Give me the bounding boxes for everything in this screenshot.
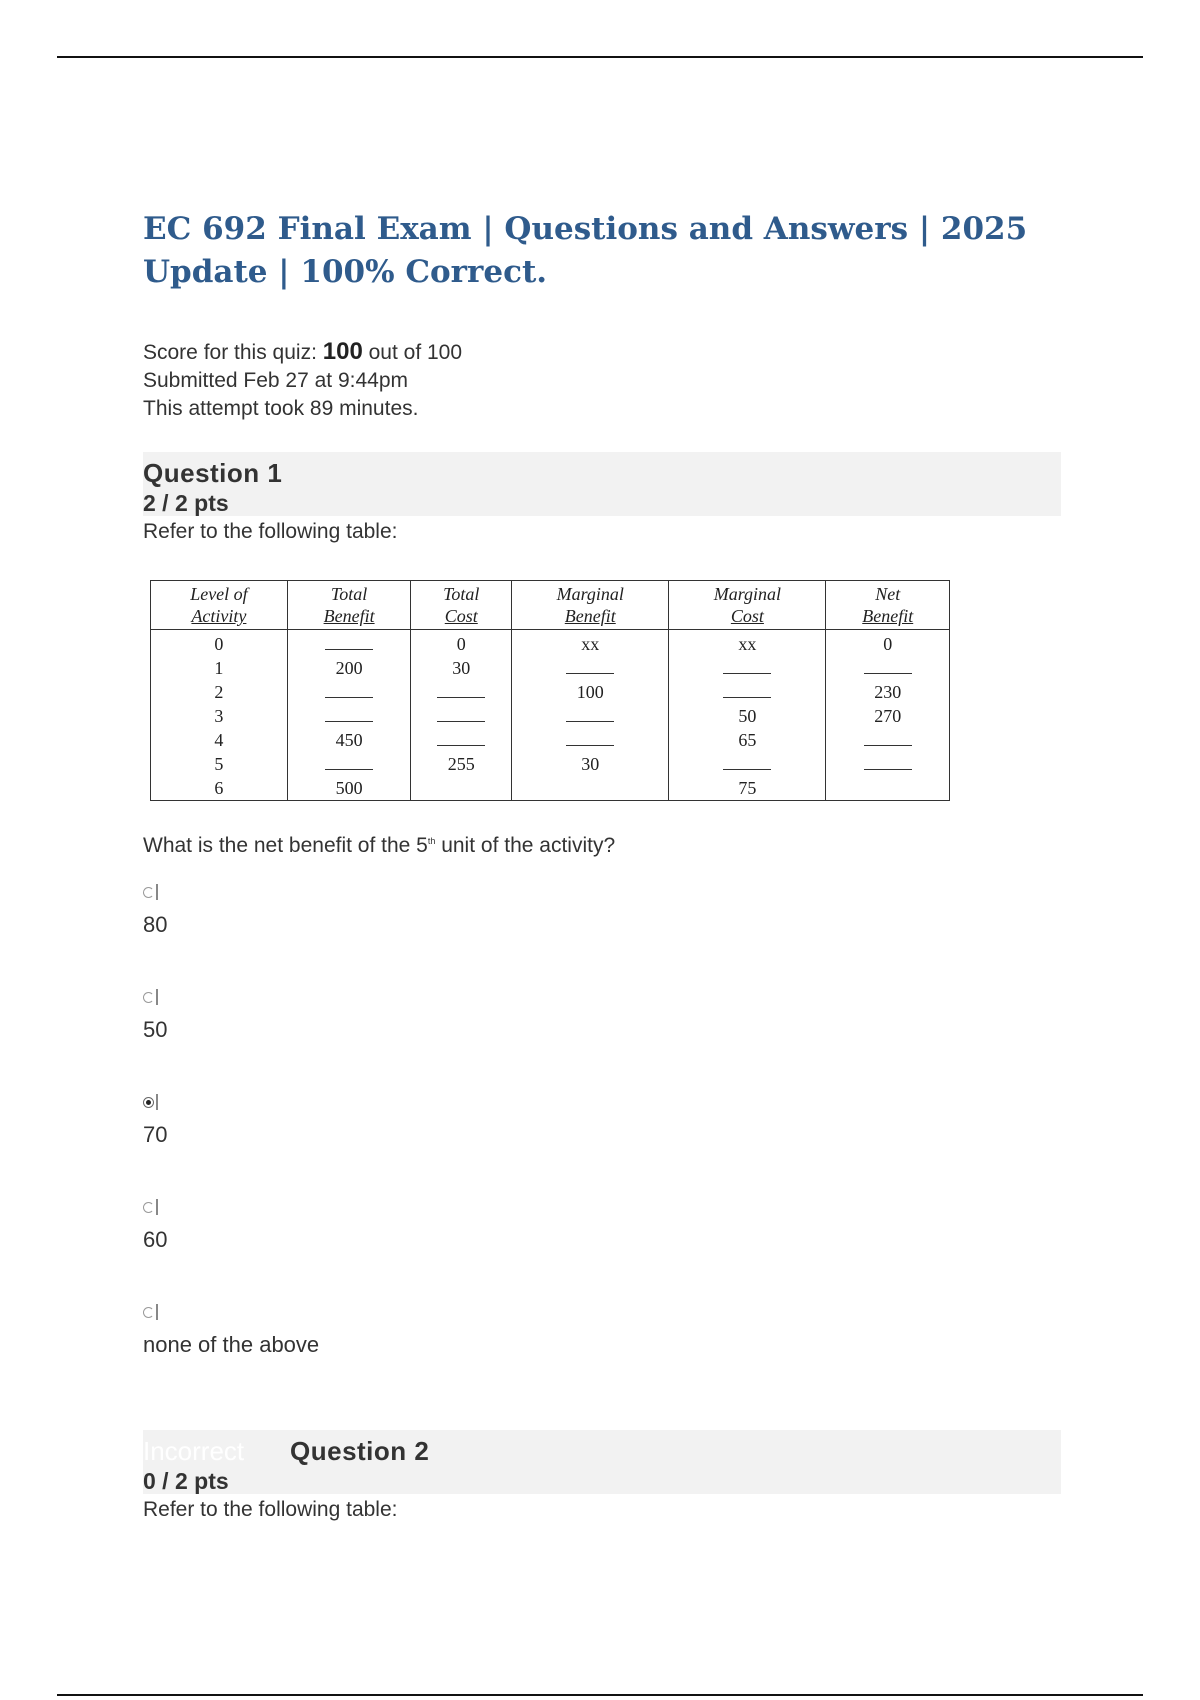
blank-cell <box>288 704 410 728</box>
blank-cell <box>826 656 949 680</box>
table-cell: 0 <box>456 634 466 654</box>
blank-cell <box>411 728 511 752</box>
table-cell <box>512 776 668 800</box>
table-cell: 1 <box>214 658 224 678</box>
table-cell: 65 <box>738 730 757 750</box>
table-cell: 270 <box>874 706 902 726</box>
blank-line <box>325 709 373 722</box>
table-cell: 450 <box>335 730 363 750</box>
table-column <box>287 630 410 801</box>
table-cell: 255 <box>447 754 475 774</box>
blank-line <box>566 661 614 674</box>
question-1-points: 2 / 2 pts <box>143 490 229 516</box>
answer-option[interactable] <box>143 1197 167 1253</box>
table-column <box>411 630 512 801</box>
question-1-text <box>143 834 615 858</box>
blank-cell <box>826 728 949 752</box>
question-2-title: Question 2 <box>290 1436 430 1466</box>
header-line: Marginal <box>556 584 624 604</box>
document-title: EC 692 Final Exam | Questions and Answers | 2025 Update | 100% Correct. <box>143 211 1028 290</box>
blank-line <box>864 733 912 746</box>
table-column <box>669 630 826 801</box>
table-body-row <box>151 630 950 801</box>
question-1-header <box>143 452 1061 516</box>
blank-cell <box>512 656 668 680</box>
table-cell: 3 <box>214 706 224 726</box>
table-cell: 0 <box>214 634 224 654</box>
table-column <box>512 630 669 801</box>
table-cell: 500 <box>335 778 363 798</box>
blank-line <box>325 637 373 650</box>
blank-cell <box>826 752 949 776</box>
radio-button[interactable] <box>143 1197 159 1217</box>
blank-cell <box>512 704 668 728</box>
incorrect-badge: Incorrect <box>143 1436 245 1466</box>
blank-cell <box>411 680 511 704</box>
blank-cell <box>669 680 825 704</box>
header-line: Benefit <box>862 606 914 626</box>
radio-button-checked[interactable] <box>143 1092 159 1112</box>
table-column-header <box>411 581 512 630</box>
answer-option[interactable] <box>143 987 167 1043</box>
question-1-text-sup: th <box>427 836 436 846</box>
table-column-header <box>826 581 950 630</box>
question-1-text-post: unit of the activity? <box>435 834 616 857</box>
table-cell: 100 <box>576 682 604 702</box>
blank-line <box>723 757 771 770</box>
table-cell: 75 <box>738 778 757 798</box>
header-line: Total <box>443 584 480 604</box>
table-cell: 230 <box>874 682 902 702</box>
score-suffix: out of 100 <box>362 341 463 364</box>
blank-cell <box>288 680 410 704</box>
table-header-row <box>151 581 950 630</box>
table-cell: 5 <box>214 754 224 774</box>
submitted-line: Submitted Feb 27 at 9:44pm <box>143 369 408 392</box>
blank-cell <box>669 656 825 680</box>
question-1-text-pre: What is the net benefit of the 5 <box>143 834 428 857</box>
table-column <box>826 630 950 801</box>
blank-line <box>864 661 912 674</box>
blank-cell <box>512 728 668 752</box>
radio-button[interactable] <box>143 882 159 902</box>
header-line: Cost <box>730 606 764 626</box>
answer-option-selected[interactable] <box>143 1092 167 1148</box>
header-line: Net <box>875 584 901 604</box>
blank-line <box>566 709 614 722</box>
question-1-title: Question 1 <box>143 458 283 488</box>
blank-line <box>723 685 771 698</box>
table-cell <box>826 776 949 800</box>
header-line: Activity <box>191 606 247 626</box>
answer-option-label: 50 <box>143 1017 168 1042</box>
score-line <box>143 338 462 367</box>
table-column-header <box>287 581 410 630</box>
header-line: Level of <box>190 584 248 604</box>
header-line: Benefit <box>564 606 616 626</box>
blank-line <box>325 757 373 770</box>
blank-line <box>566 733 614 746</box>
blank-line <box>864 757 912 770</box>
blank-line <box>437 685 485 698</box>
question-2-header <box>143 1430 1061 1494</box>
question-1-intro: Refer to the following table: <box>143 520 398 543</box>
question-2-points: 0 / 2 pts <box>143 1468 229 1494</box>
blank-cell <box>669 752 825 776</box>
table-cell: 4 <box>214 730 224 750</box>
table-cell: 200 <box>335 658 363 678</box>
header-line: Benefit <box>323 606 375 626</box>
answer-option-label: none of the above <box>143 1332 320 1357</box>
activity-table <box>150 580 950 801</box>
blank-cell <box>411 704 511 728</box>
table-cell: 30 <box>452 658 471 678</box>
duration-line: This attempt took 89 minutes. <box>143 397 419 420</box>
blank-line <box>437 733 485 746</box>
question-2-intro: Refer to the following table: <box>143 1498 398 1521</box>
table-column <box>151 630 288 801</box>
table-column-header <box>669 581 826 630</box>
header-line: Marginal <box>713 584 782 604</box>
top-rule <box>57 56 1143 58</box>
table-cell: 0 <box>883 634 893 654</box>
table-cell: xx <box>738 634 757 654</box>
table-cell: 30 <box>581 754 600 774</box>
score-value: 100 <box>322 338 363 365</box>
radio-button[interactable] <box>143 987 159 1007</box>
header-line: Cost <box>444 606 478 626</box>
table-cell: 50 <box>738 706 757 726</box>
answer-option[interactable] <box>143 882 167 938</box>
answer-option[interactable] <box>143 1302 319 1358</box>
blank-line <box>723 661 771 674</box>
radio-button[interactable] <box>143 1302 159 1322</box>
table-cell <box>411 776 511 800</box>
answer-option-label: 60 <box>143 1227 168 1252</box>
answer-option-label: 70 <box>143 1122 168 1147</box>
table-column-header <box>512 581 669 630</box>
header-line: Total <box>330 584 368 604</box>
blank-cell <box>288 632 410 656</box>
table-cell: xx <box>581 634 600 654</box>
score-prefix: Score for this quiz: <box>143 341 323 364</box>
bottom-rule <box>57 1694 1143 1696</box>
table-cell: 2 <box>214 682 224 702</box>
blank-line <box>325 685 373 698</box>
table-column-header <box>151 581 288 630</box>
blank-cell <box>288 752 410 776</box>
blank-line <box>437 709 485 722</box>
quiz-summary <box>143 338 462 423</box>
table-cell: 6 <box>214 778 224 798</box>
answer-option-label: 80 <box>143 912 168 937</box>
